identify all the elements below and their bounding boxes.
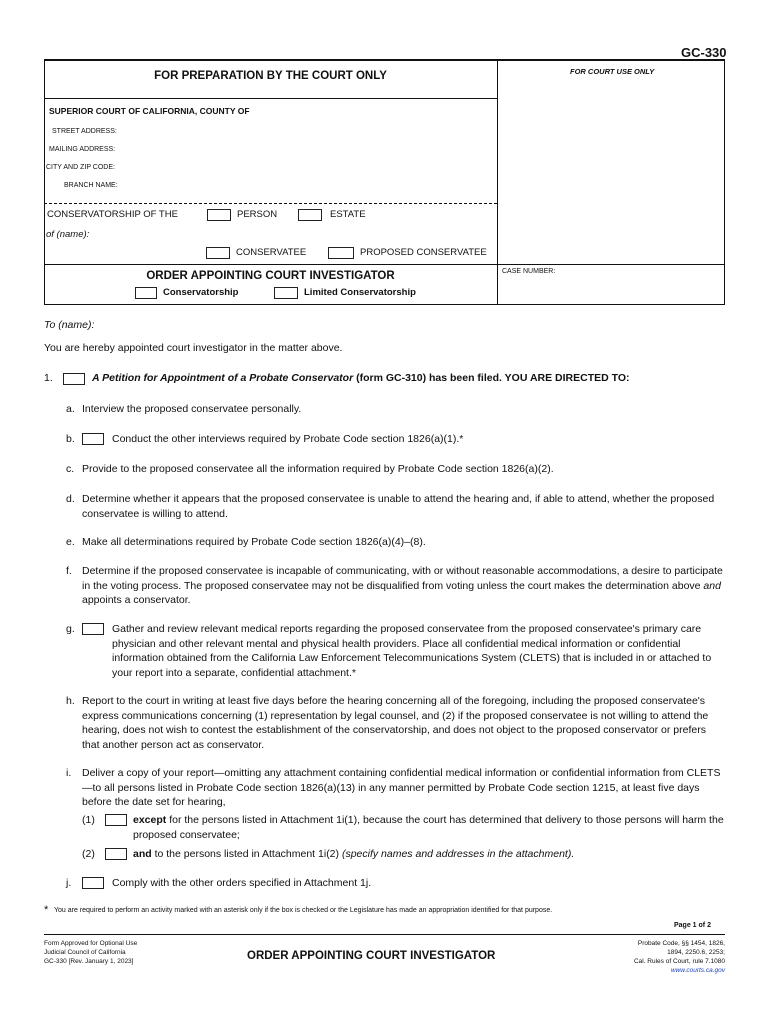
item-j-label: j. [66, 877, 72, 889]
court-name: SUPERIOR COURT OF CALIFORNIA, COUNTY OF [49, 106, 250, 116]
item-1-text [92, 371, 732, 386]
form-number: GC-330 [681, 45, 727, 60]
item-b-label: b. [66, 433, 75, 445]
form-revision: GC-330 [Rev. January 1, 2023] [44, 958, 134, 965]
to-name-label: To (name): [44, 319, 95, 331]
conservatee-label: CONSERVATEE [236, 247, 307, 258]
item-1-rest: (form GC-310) has been filed. YOU ARE DIRECTED TO: [353, 372, 630, 384]
item-d-label: d. [66, 493, 75, 505]
item-h-text: Report to the court in writing at least five days before the hearing concerning all of the foregoing, including the proposed conservatee's express communications concerning (1) representation by legal counsel, and (2) if the proposed conservatee is not willing to attend the hearing, does not wish to contest the establishment of the conservatorship, and does not object to the proposed conservator or prefers that another person act as conservator. [82, 695, 709, 751]
estate-label: ESTATE [330, 209, 366, 220]
limited-conservatorship-checkbox[interactable] [274, 287, 298, 299]
item-g-text: Gather and review relevant medical reports regarding the proposed conservatee from the proposed conservatee's primary care physician and other relevant mental and physical health providers. Place all confidential medical information or confidential information obtained from the California Law Enforcement Telecommunications System (CLETS) that is included in or attached to your report into a separate, confidential attachment.* [112, 623, 712, 679]
conservatorship-of-label: CONSERVATORSHIP OF THE [47, 209, 178, 220]
item-f-text-1: Determine if the proposed conservatee is incapable of communicating, with or without reasonable accommodations, a desire to participate in the voting process. The proposed conservatee may not be disqualified from voting unless the court makes the determination above [82, 565, 723, 592]
item-j-text: Comply with the other orders specified in Attachment 1j. [112, 877, 372, 889]
item-i1-rest: for the persons listed in Attachment 1i(1), because the court has determined that delivery to those persons will harm the proposed conservatee; [133, 814, 724, 841]
mailing-address-label: MAILING ADDRESS: [49, 146, 116, 153]
rule-1 [44, 98, 497, 99]
item-j-checkbox[interactable] [82, 877, 104, 889]
limited-conservatorship-label: Limited Conservatorship [304, 287, 416, 298]
item-f-text [82, 564, 726, 608]
case-number-label: CASE NUMBER: [502, 268, 556, 275]
item-i2-and: and [133, 848, 152, 860]
caption-box [44, 59, 725, 305]
item-a-text: Interview the proposed conservatee personally. [82, 403, 302, 415]
item-e-label: e. [66, 536, 75, 548]
city-zip-label: CITY AND ZIP CODE: [46, 164, 115, 171]
item-c-text: Provide to the proposed conservatee all the information required by Probate Code section 1826(a)(2). [82, 463, 554, 475]
item-1-number: 1. [44, 372, 53, 384]
footer-title: ORDER APPOINTING COURT INVESTIGATOR [247, 950, 496, 962]
probate-code-2: 1894, 2250.6, 2253; [667, 949, 725, 956]
item-1-form-name: A Petition for Appointment of a Probate Conservator [92, 372, 354, 384]
footer-rule [44, 934, 725, 935]
courts-url-link[interactable]: www.courts.ca.gov [670, 967, 725, 974]
conservatorship-label: Conservatorship [163, 287, 239, 298]
item-i1-label: (1) [82, 814, 95, 826]
prep-heading: FOR PREPARATION BY THE COURT ONLY [154, 70, 387, 82]
item-i-text: Deliver a copy of your report—omitting any attachment containing confidential medical information or confidential information from CLETS—to all persons listed in Probate Code section 1826(a)(13) in any manner permitted by Probate Code section 1215, at least five days before the date set for hearing, [82, 767, 721, 808]
item-f-label: f. [66, 565, 72, 577]
form-approved: Form Approved for Optional Use [44, 940, 138, 947]
conservatorship-checkbox[interactable] [135, 287, 157, 299]
proposed-conservatee-checkbox[interactable] [328, 247, 354, 259]
item-g-label: g. [66, 623, 75, 635]
item-i2-specify: (specify names and addresses in the attachment). [341, 848, 575, 860]
item-i1-except: except [133, 814, 167, 826]
item-i2-text [133, 847, 730, 862]
item-d-text: Determine whether it appears that the proposed conservatee is unable to attend the hearing and, if able to attend, whether the proposed conservatee is willing to attend. [82, 493, 715, 520]
item-i2-rest: to the persons listed in Attachment 1i(2) [151, 848, 342, 860]
branch-name-label: BRANCH NAME: [64, 182, 118, 189]
proposed-conservatee-label: PROPOSED CONSERVATEE [360, 247, 487, 258]
item-c-label: c. [66, 463, 75, 475]
item-f-text-2: appoints a conservator. [82, 594, 191, 606]
judicial-council: Judicial Council of California [44, 949, 126, 956]
item-g-checkbox[interactable] [82, 623, 104, 635]
item-i1-checkbox[interactable] [105, 814, 127, 826]
conservatee-checkbox[interactable] [206, 247, 230, 259]
footnote-text: You are required to perform an activity marked with an asterisk only if the box is checked or the Legislature has made an appropriation identified for that purpose. [54, 907, 553, 914]
item-f-and: and [703, 579, 721, 592]
estate-checkbox[interactable] [298, 209, 322, 221]
item-e-text: Make all determinations required by Probate Code section 1826(a)(4)–(8). [82, 536, 426, 548]
footnote-star: * [44, 904, 49, 916]
person-label: PERSON [237, 209, 278, 220]
item-h-label: h. [66, 695, 75, 707]
court-use-label: FOR COURT USE ONLY [570, 67, 655, 76]
appointed-text: You are hereby appointed court investigator in the matter above. [44, 342, 343, 354]
item-b-checkbox[interactable] [82, 433, 104, 445]
rule-2 [44, 203, 497, 204]
probate-code-1: Probate Code, §§ 1454, 1826, [637, 940, 725, 947]
item-i2-label: (2) [82, 848, 95, 860]
caption-divider [497, 59, 498, 305]
item-i1-text [133, 813, 730, 842]
item-i-label: i. [66, 767, 72, 779]
item-1-checkbox[interactable] [63, 373, 85, 385]
of-name-label: of (name): [46, 229, 90, 240]
rules-of-court: Cal. Rules of Court, rule 7.1080 [633, 958, 725, 965]
person-checkbox[interactable] [207, 209, 231, 221]
item-b-text: Conduct the other interviews required by Probate Code section 1826(a)(1).* [112, 433, 464, 445]
order-title: ORDER APPOINTING COURT INVESTIGATOR [146, 270, 395, 282]
rule-3 [44, 264, 725, 265]
item-a-label: a. [66, 403, 75, 415]
street-address-label: STREET ADDRESS: [52, 128, 117, 135]
page-number: Page 1 of 2 [674, 922, 711, 929]
item-i2-checkbox[interactable] [105, 848, 127, 860]
